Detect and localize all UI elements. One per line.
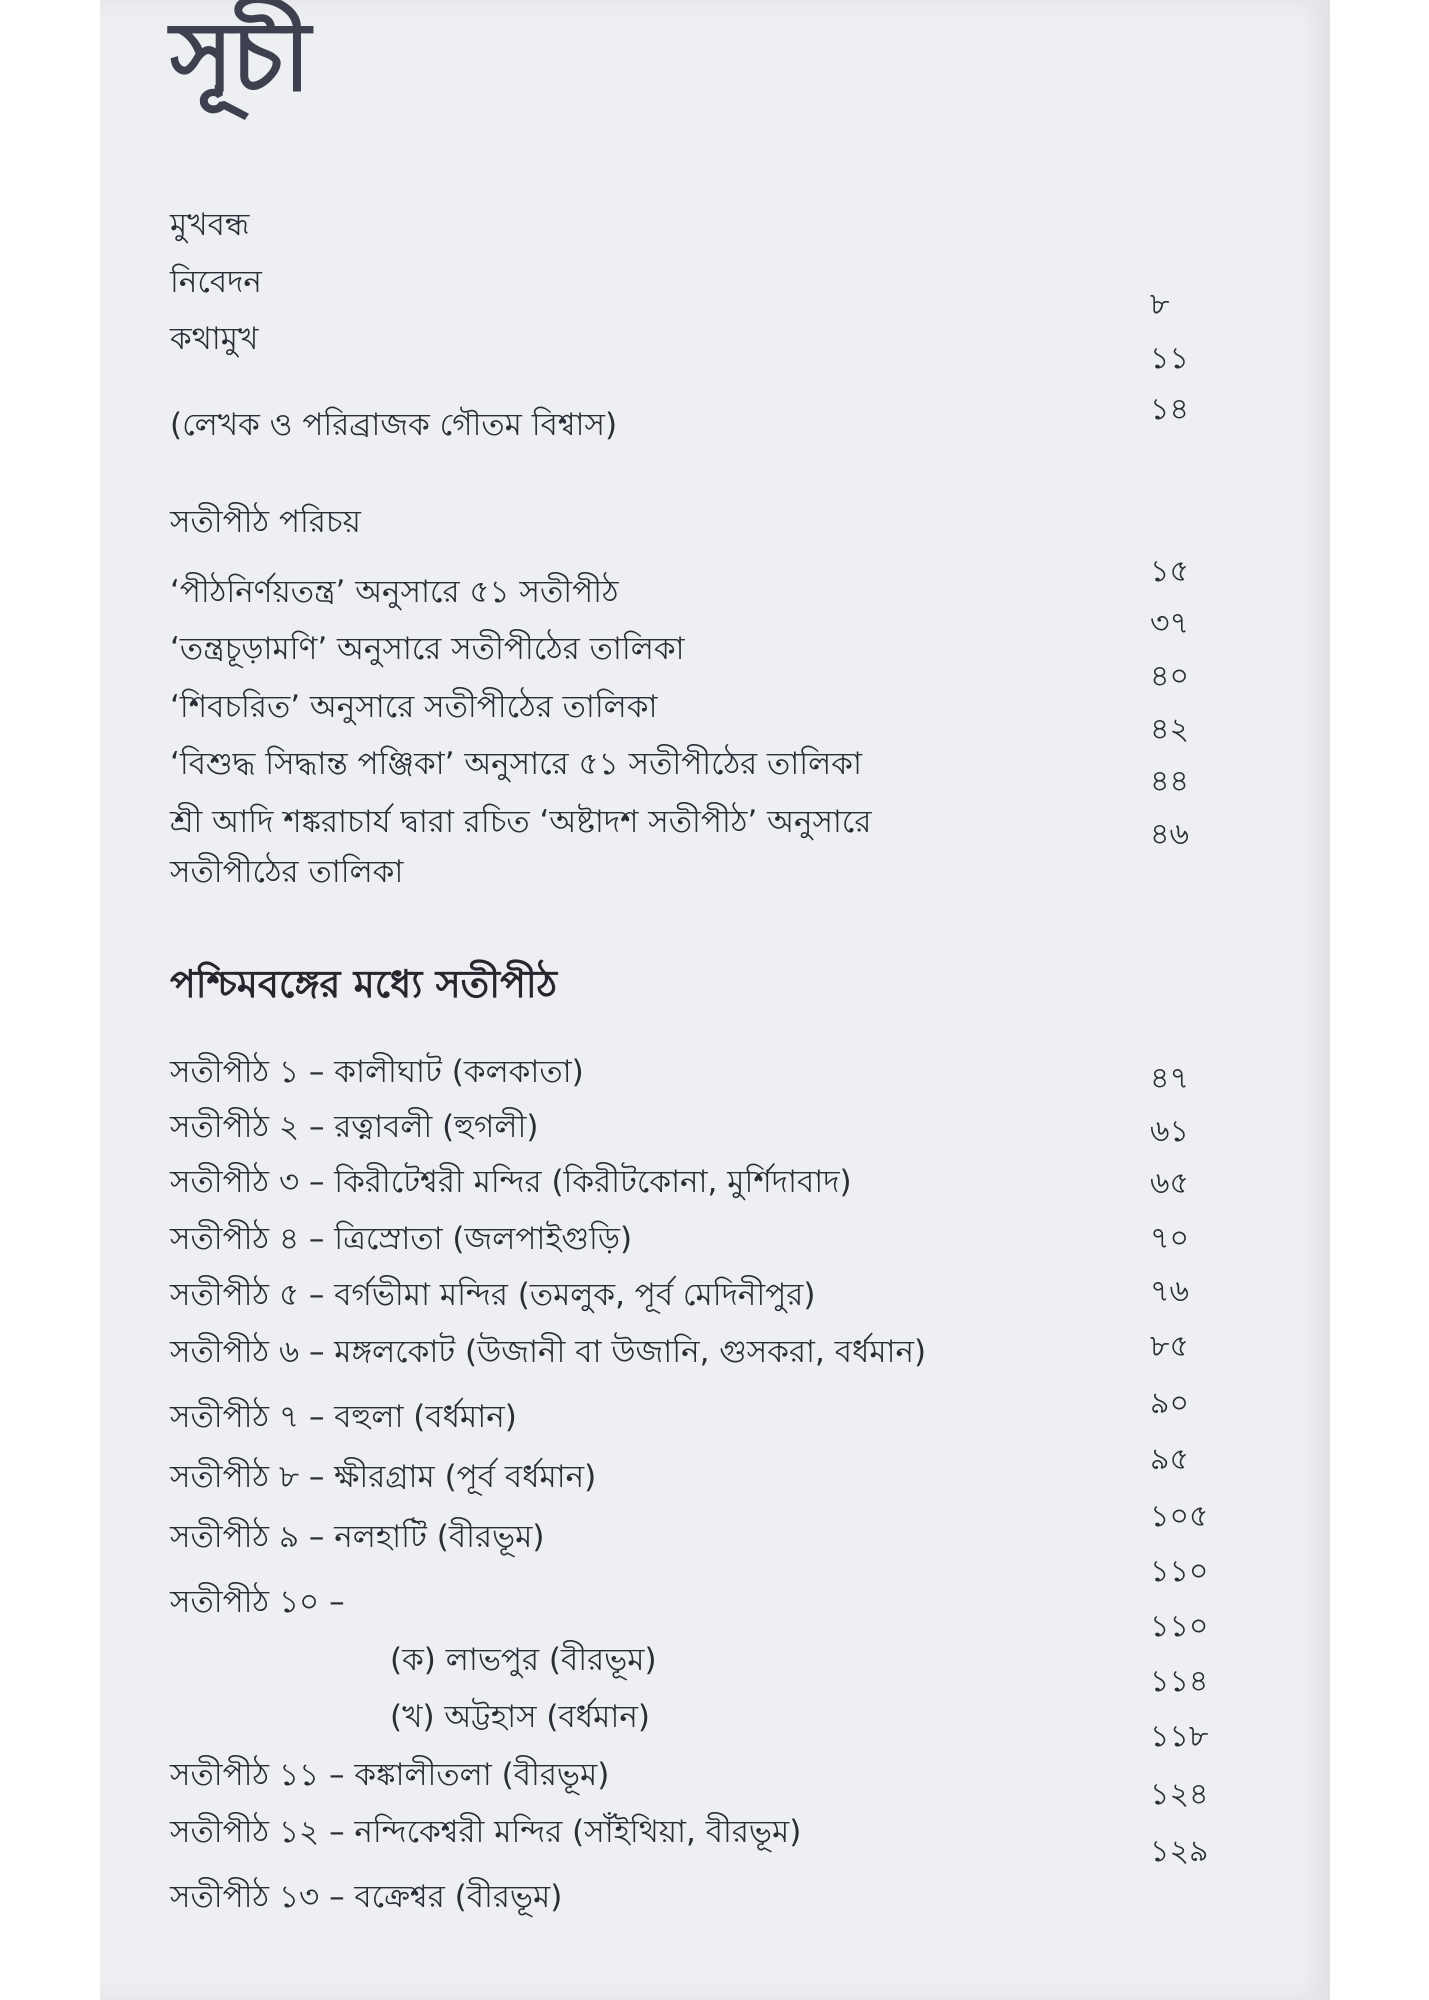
toc-entry-subtitle: (খ) অট্টহাস (বর্ধমান) xyxy=(390,1699,650,1735)
toc-entry-page: ৬৫ xyxy=(1150,1166,1189,1201)
section-heading: পশ্চিমবঙ্গের মধ্যে সতীপীঠ xyxy=(170,962,558,1006)
toc-entry-page: ৪৭ xyxy=(1150,1061,1189,1096)
toc-entry-subtitle: (ক) লাভপুর (বীরভূম) xyxy=(390,1642,657,1678)
toc-entry-page: ৩৭ xyxy=(1150,606,1190,641)
toc-entry-title: সতীপীঠ ৪ – ত্রিস্রোতা (জলপাইগুড়ি) xyxy=(170,1221,633,1257)
toc-entry-title: মুখবন্ধ xyxy=(170,207,250,243)
toc-entry-page: ৪৬ xyxy=(1150,817,1189,852)
toc-entry-page: ১১০ xyxy=(1150,1609,1209,1644)
toc-entry-title: নিবেদন xyxy=(170,264,262,300)
toc-entry-title: সতীপীঠ ১ – কালীঘাট (কলকাতা) xyxy=(170,1054,584,1090)
toc-entry-page: ১২৯ xyxy=(1150,1834,1209,1869)
toc-entry-title: (লেখক ও পরিব্রাজক গৌতম বিশ্বাস) xyxy=(170,407,618,443)
toc-entry-page: ৭৬ xyxy=(1150,1274,1190,1309)
page-title: সূচী xyxy=(170,1,309,113)
toc-entry-page: ১০৫ xyxy=(1150,1499,1209,1534)
toc-entry-title: ‘বিশুদ্ধ সিদ্ধান্ত পঞ্জিকা’ অনুসারে ৫১ সতীপীঠের তালিকা xyxy=(170,746,862,782)
toc-entry-page: ৪৪ xyxy=(1150,764,1189,799)
toc-entry-page: ৯৫ xyxy=(1150,1442,1189,1477)
toc-entry-title: সতীপীঠ ১০ – xyxy=(170,1584,345,1620)
toc-entry-title: সতীপীঠ ৫ – বর্গভীমা মন্দির (তমলুক, পূর্ব মেদিনীপুর) xyxy=(170,1277,816,1313)
toc-entry-title: ‘পীঠনির্ণয়তন্ত্র’ অনুসারে ৫১ সতীপীঠ xyxy=(170,574,619,610)
toc-entry-page: ৪২ xyxy=(1150,712,1189,747)
toc-entry-title: সতীপীঠ ৮ – ক্ষীরগ্রাম (পূর্ব বর্ধমান) xyxy=(170,1459,597,1495)
toc-entry-title: সতীপীঠ ১৩ – বক্রেশ্বর (বীরভূম) xyxy=(170,1879,563,1915)
toc-entry-title: সতীপীঠ ১১ – কঙ্কালীতলা (বীরভূম) xyxy=(170,1757,610,1793)
toc-entry-page: ৪০ xyxy=(1150,659,1189,694)
toc-entry-page: ৭০ xyxy=(1150,1221,1190,1256)
toc-entry-title: সতীপীঠ ৯ – নলহাটি (বীরভূম) xyxy=(170,1519,545,1555)
toc-entry-title: সতীপীঠ ৭ – বহুলা (বর্ধমান) xyxy=(170,1399,517,1435)
toc-entry-page: ৯০ xyxy=(1150,1386,1189,1421)
toc-entry-title: কথামুখ xyxy=(170,321,259,357)
toc-entry-page: ১৫ xyxy=(1150,554,1189,589)
toc-entry-page: ১১০ xyxy=(1150,1554,1209,1589)
toc-entry-page: ৮ xyxy=(1150,287,1170,322)
toc-entry-title: সতীপীঠ ৬ – মঙ্গলকোট (উজানী বা উজানি, গুসকরা, বর্ধমান) xyxy=(170,1334,927,1370)
toc-entry-title: সতীপীঠ পরিচয় xyxy=(170,504,361,540)
toc-entry-page: ১১৪ xyxy=(1150,1664,1209,1699)
toc-entry-page: ১২৪ xyxy=(1150,1777,1209,1812)
toc-entry-title: সতীপীঠ ৩ – কিরীটেশ্বরী মন্দির (কিরীটকোনা, মুর্শিদাবাদ) xyxy=(170,1164,852,1200)
toc-entry-page: ১১৮ xyxy=(1150,1719,1209,1754)
toc-entry-title: সতীপীঠ ২ – রত্নাবলী (হুগলী) xyxy=(170,1109,539,1145)
toc-entry-title: সতীপীঠ ১২ – নন্দিকেশ্বরী মন্দির (সাঁইথিয়া, বীরভূম) xyxy=(170,1814,802,1850)
toc-entry-title: ‘তন্ত্রচূড়ামণি’ অনুসারে সতীপীঠের তালিকা xyxy=(170,631,685,667)
toc-entry-page: ১১ xyxy=(1150,341,1189,376)
toc-entry-title-continued: সতীপীঠের তালিকা xyxy=(170,854,404,890)
toc-entry-title: শ্রী আদি শঙ্করাচার্য দ্বারা রচিত ‘অষ্টাদশ সতীপীঠ’ অনুসারে xyxy=(170,804,872,840)
toc-entry-title: ‘শিবচরিত’ অনুসারে সতীপীঠের তালিকা xyxy=(170,689,658,725)
toc-entry-page: ৬১ xyxy=(1150,1114,1189,1149)
toc-entry-page: ৮৫ xyxy=(1150,1329,1189,1364)
toc-entry-page: ১৪ xyxy=(1150,392,1189,427)
